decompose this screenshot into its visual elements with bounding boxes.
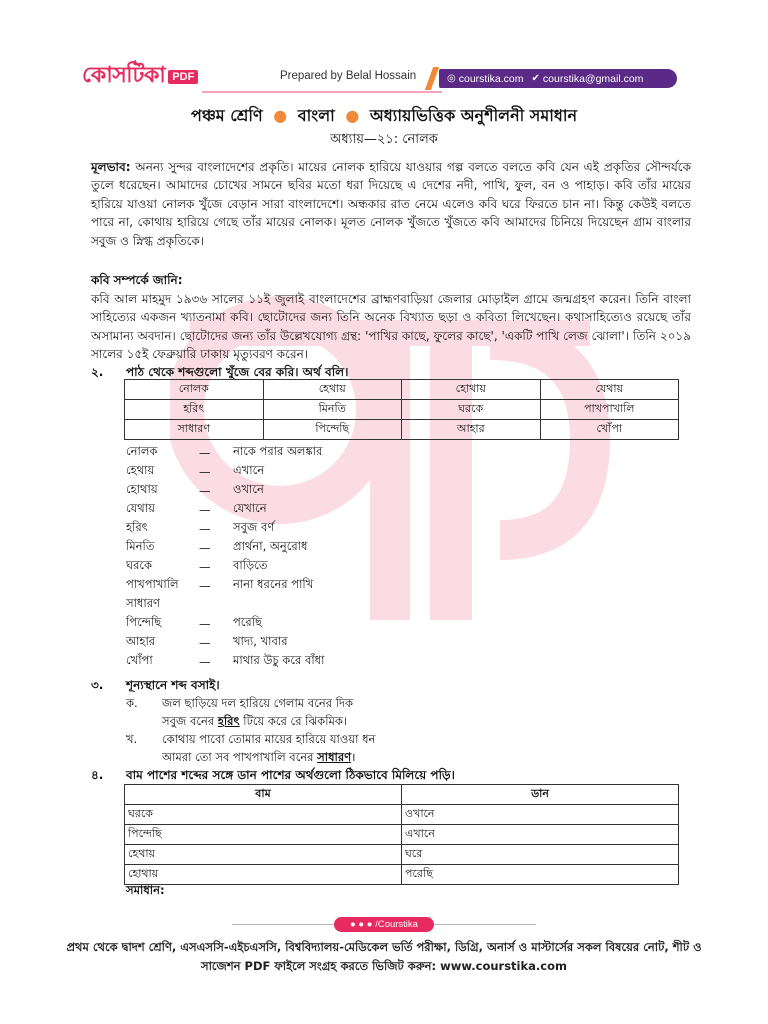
glossary-word: পাখপাখালি [126, 577, 179, 591]
glossary-dash: — [199, 445, 211, 460]
glossary-word: নোলক [126, 444, 158, 458]
glossary-item [126, 538, 426, 557]
glossary-dash: — [199, 559, 211, 574]
matching-left-cell: হোথায় [125, 865, 402, 885]
glossary-dash: — [199, 502, 211, 517]
glossary-dash: — [199, 616, 211, 631]
accent-slash [425, 67, 439, 90]
glossary-word: আহার [126, 634, 156, 648]
contact-bar [439, 69, 677, 88]
matching-right-cell: এখানে [402, 825, 679, 845]
glossary-meaning: যেখানে [233, 501, 267, 515]
glossary-item [126, 576, 426, 595]
matching-right-cell: ঘরে [402, 845, 679, 865]
website-link[interactable] [447, 73, 524, 85]
matching-header-right: ডান [402, 785, 679, 805]
glossary-word: মিনতি [126, 539, 155, 553]
word-table-row [125, 400, 679, 420]
glossary-dash: — [199, 635, 211, 650]
social-badge[interactable] [334, 917, 434, 932]
word-table-cell: যেথায় [540, 380, 679, 400]
q3-line-post: টিয়ে করে রে ঝিকমিক। [239, 714, 348, 728]
prepared-by-text: Prepared by Belal Hossain [280, 70, 417, 82]
matching-left-cell: হেথায় [125, 845, 402, 865]
glossary-meaning: বাড়িতে [233, 558, 268, 572]
summary-label: মূলভাব: [91, 160, 131, 174]
glossary-item [126, 500, 426, 519]
glossary-meaning: নানা ধরনের পাখি [233, 577, 314, 591]
glossary-dash: — [199, 464, 211, 479]
title-dot: ● [345, 106, 360, 125]
footer-text [60, 938, 708, 976]
title-dot: ● [273, 106, 288, 125]
header-divider [202, 91, 442, 93]
q4-number: ৪. [91, 768, 104, 782]
chapter-subtitle: অধ্যায়—২১: নোলক [330, 132, 438, 147]
glossary-word: পিন্দেছি [126, 615, 162, 629]
glossary-word: যেথায় [126, 501, 155, 515]
glossary-item [126, 614, 426, 633]
q3-text: শূন্যস্থানে শব্দ বসাই। [126, 678, 220, 692]
page-title [0, 103, 768, 130]
word-table-cell: আহার [402, 420, 541, 440]
glossary-word: সাধারণ [126, 596, 160, 610]
glossary-meaning: সবুজ বর্ণ [233, 520, 275, 534]
matching-header-left: বাম [125, 785, 402, 805]
matching-left-cell: পিন্দেছি [125, 825, 402, 845]
matching-left-cell: ঘরকে [125, 805, 402, 825]
glossary-meaning: এখানে [233, 463, 265, 477]
q2-text: পাঠ থেকে শব্দগুলো খুঁজে বের করি। অর্থ বলি। [126, 365, 349, 379]
logo-pdf-badge: PDF [168, 70, 198, 84]
logo-text: কোসটিকা [82, 63, 166, 88]
title-subject: বাংলা [297, 106, 335, 125]
word-table-cell: হরিৎ [125, 400, 264, 420]
glossary-word: হরিৎ [126, 520, 148, 534]
q4-text: বাম পাশের শব্দের সঙ্গে ডান পাশের অর্থগুলো ঠিকভাবে মিলিয়ে পড়ি। [126, 768, 455, 782]
glossary-dash: — [199, 483, 211, 498]
glossary-item [126, 652, 426, 671]
social-icons: ● ● ● [350, 919, 376, 930]
glossary-meaning: নাকে পরার অলঙ্কার [233, 444, 323, 458]
matching-row [125, 825, 679, 845]
glossary-dash: — [199, 521, 211, 536]
word-table-cell: নোলক [125, 380, 264, 400]
title-class: পঞ্চম শ্রেণি [190, 106, 263, 125]
matching-right-cell: পরেছি [402, 865, 679, 885]
email-link[interactable] [532, 73, 644, 85]
summary-paragraph [91, 158, 691, 250]
q3-item-line: জল ছাড়িয়ে দল হারিয়ে গেলাম বনের দিক [162, 696, 354, 710]
word-table-cell: ঘরকে [402, 400, 541, 420]
matching-table [124, 784, 679, 885]
q3-item-label: ক. [126, 696, 138, 710]
q3-line-pre: সবুজ বনের [162, 714, 218, 728]
email-text: courstika@gmail.com [542, 72, 644, 85]
word-table-cell: পিন্দেছি [263, 420, 402, 440]
page-header [82, 58, 682, 98]
word-table-cell: সাধারণ [125, 420, 264, 440]
website-text: courstika.com [458, 72, 524, 85]
globe-icon: ◎ [447, 73, 456, 84]
matching-row [125, 845, 679, 865]
q3-item-line: কোথায় পাবো তোমার মায়ের হারিয়ে যাওয়া ধন [162, 732, 376, 746]
check-icon: ✔ [531, 73, 540, 84]
glossary-meaning: খাদ্য, খাবার [233, 634, 288, 648]
word-table-row [125, 420, 679, 440]
footer-line-1: প্রথম থেকে দ্বাদশ শ্রেণি, এসএসসি-এইচএসসি, বিশ্ববিদ্যালয়-মেডিকেল ভর্তি পরীক্ষা, ডিগ্রি, অনার্স ও মাস্টার্সের সকল বিষয়ের নোট, শীট ও [66, 940, 702, 954]
word-table-cell: হেথায় [263, 380, 402, 400]
glossary-dash: — [199, 578, 211, 593]
glossary-item [126, 481, 426, 500]
glossary-item [126, 443, 426, 462]
word-table-row [125, 380, 679, 400]
poet-heading: কবি সম্পর্কে জানি: [91, 273, 183, 287]
summary-text: অনন্য সুন্দর বাংলাদেশের প্রকৃতি। মায়ের নোলক হারিয়ে যাওয়ার গল্প বলতে বলতে কবি যেন এই প্রকৃতির সৌন্দর্যকে তুলে ধরেছেন। আমাদের চোখের সামনে ছবির মতো ধরা দিয়েছে এ দেশের নদী, পাখি, ফুল, বন ও পাহাড়। কবি তাঁর মায়ের হারিয়ে যাওয়া নোলক খুঁজে বেড়ান সারা বাংলাদেশে। অন্ধকার রাত নেমে এলেও কবি ঘরে ফিরতে চান না। কিন্তু কেউই বলতে পারে না, কোথায় হারিয়ে গেছে তাঁর মায়ের নোলক। মূলত নোলক খুঁজতে খুঁজতে কবি আমাদের চিনিয়ে দিয়েছেন গ্রাম বাংলার সবুজ ও স্নিগ্ধ প্রকৃতিকে। [91, 160, 691, 248]
q3-item-line [162, 749, 356, 768]
title-topic: অধ্যায়ভিত্তিক অনুশীলনী সমাধান [369, 106, 578, 125]
solution-label: সমাধান: [126, 883, 165, 897]
matching-right-cell: ওখানে [402, 805, 679, 825]
glossary-meaning: মাথার উচু করে বাঁধা [233, 653, 325, 667]
glossary-word: হোথায় [126, 482, 158, 496]
glossary-meaning: প্রার্থনা, অনুরোধ [233, 539, 308, 553]
poet-paragraph: কবি আল মাহমুদ ১৯৩৬ সালের ১১ই জুলাই বাংলাদেশের ব্রাহ্মণবাড়িয়া জেলার মোড়াইল গ্রামে জন্মগ্রহণ করেন। তিনি বাংলা সাহিত্যের একজন খ্যাতনামা কবি। ছোটোদের জন্য তিনি অনেক বিখ্যাত ছড়া ও কবিতা লিখেছেন। কথাসাহিত্যেও রয়েছে তাঁর অসামান্য অবদান। ছোটোদের জন্য তাঁর উল্লেখযোগ্য গ্রন্থ: 'পাখির কাছে, ফুলের কাছে', 'একটি পাখি লেজ ঝোলা'। তিনি ২০১৯ সালের ১৫ই ফেব্রুয়ারি ঢাকায় মৃত্যুবরণ করেন। [91, 292, 691, 362]
glossary-word: ঘরকে [126, 558, 153, 572]
social-handle: /Courstika [375, 919, 418, 930]
q3-line-post: । [351, 750, 356, 764]
word-table-cell: মিনতি [263, 400, 402, 420]
glossary-dash: — [199, 540, 211, 555]
matching-row [125, 805, 679, 825]
glossary-item [126, 633, 426, 652]
q2-number: ২. [91, 365, 104, 379]
glossary-item [126, 595, 426, 614]
q3-item-label: খ. [126, 732, 138, 746]
q3-answer: হরিৎ [217, 714, 240, 728]
q3-item-line [162, 713, 347, 732]
matching-row [125, 865, 679, 885]
word-table-cell: হোথায় [402, 380, 541, 400]
word-table-cell: পাখপাখালি [540, 400, 679, 420]
glossary-item [126, 462, 426, 481]
glossary-meaning: পরেছি [233, 615, 263, 629]
glossary-item [126, 519, 426, 538]
footer-line-2[interactable]: সাজেশন PDF ফাইলে সংগ্রহ করতে ভিজিট করুন: www.courstika.com [201, 959, 567, 973]
q3-answer: সাধারণ [317, 750, 352, 764]
q3-number: ৩. [91, 678, 104, 692]
glossary-meaning: ওখানে [233, 482, 264, 496]
word-table-cell: খোঁপা [540, 420, 679, 440]
word-table [124, 379, 679, 440]
glossary-item [126, 557, 426, 576]
glossary-list [126, 443, 426, 671]
glossary-dash: — [199, 654, 211, 669]
q3-line-pre: আমরা তো সব পাখপাখালি বনের [162, 750, 318, 764]
glossary-word: হেথায় [126, 463, 155, 477]
brand-logo[interactable] [82, 58, 198, 95]
glossary-word: খোঁপা [126, 653, 153, 667]
